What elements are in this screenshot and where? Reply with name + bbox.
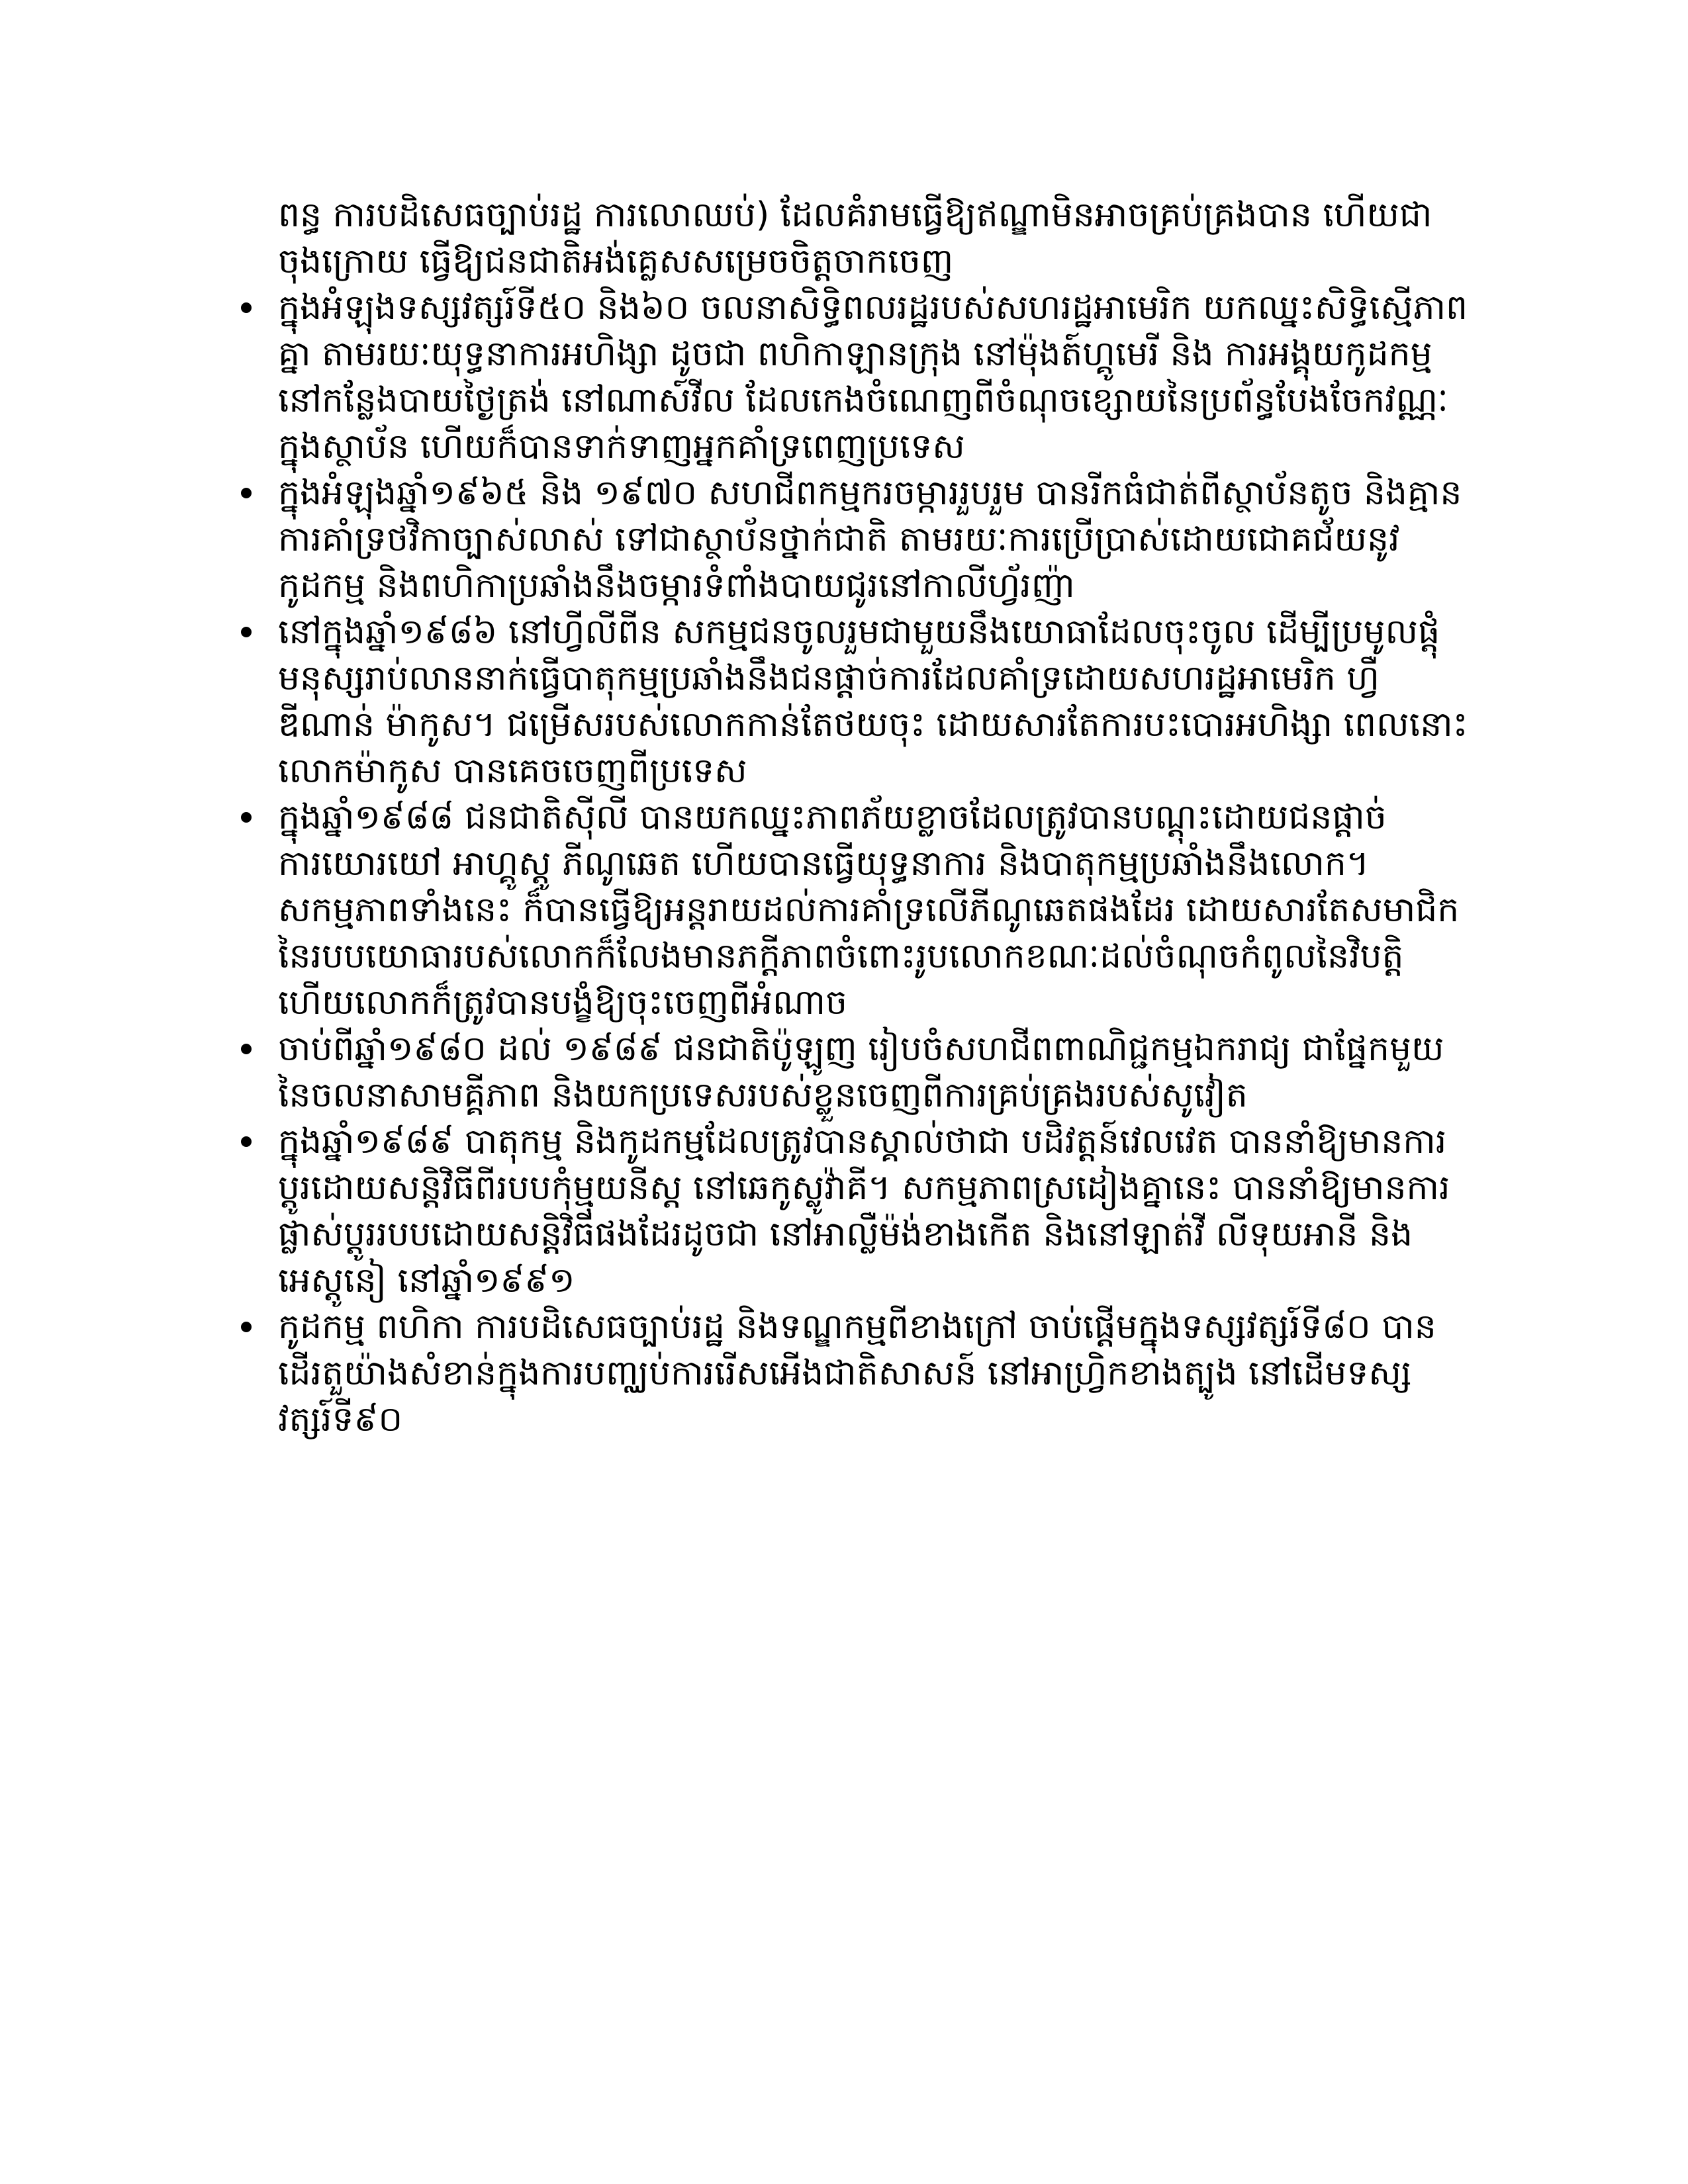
lead-paragraph: ពន្ធ ការបដិសេធច្បាប់រដ្ឋ ការលោឈប់) ដែលគំរាមធ្វើឱ្យឥណ្ឌាមិនអាចគ្រប់គ្រងបាន ហើយជាចុងក្រោយ ធ្វើឱ្យជនជាតិអង់គ្លេសសម្រេចចិត្តចាកចេញ [278,195,1432,281]
list-item-text: កូដកម្ម ពហិកា ការបដិសេធច្បាប់រដ្ឋ និងទណ្ឌកម្មពីខាងក្រៅ ចាប់ផ្តើមក្នុងទស្សវត្សរ៍ទី៨០ បានដើរតួយ៉ាងសំខាន់ក្នុងការបញ្ឈប់ការរើសអើងជាតិសាសន៍ នៅអាហ្វ្រិកខាងត្បូង នៅដើមទស្សវត្សរ៍ទី៩០ [278,1307,1436,1439]
bullet-dot-icon [241,1044,252,1054]
bullet-dot-icon [241,627,252,637]
list-item-text: ក្នុងឆ្នាំ១៩៨៩ បាតុកម្ម និងកូដកម្មដែលត្រូវបានស្គាល់ថាជា បដិវត្តន៍វេលវេត បាននាំឱ្យមានការប្តូរដោយសន្តិវិធីពីរបបកុំម្មុយនីស្ត នៅឆេកូស្លូវ៉ាគី។ សកម្មភាពស្រដៀងគ្នានេះ បាននាំឱ្យមានការផ្លាស់ប្តូររបបដោយសន្តិវិធីផងដែរដូចជា នៅអាល្លឺម៉ង់ខាងកើត និងនៅឡាត់វី លីទុយអានី និងអេស្តូនៀ នៅឆ្នាំ១៩៩១ [278,1122,1450,1300]
list-item [278,609,1470,794]
bullet-dot-icon [241,812,252,823]
list-item [278,1304,1470,1443]
bullet-dot-icon [241,1136,252,1147]
bullet-dot-icon [241,302,252,313]
bullet-list [278,285,1470,1443]
list-item-text: ក្នុងឆ្នាំ១៩៨៨ ជនជាតិស៊ីលី បានយកឈ្នះភាពភ័យខ្លាចដែលត្រូវបានបណ្តុះដោយជនផ្តាច់ការយោរយៅ អាហ្គូស្តូ ភីណូឆេត ហើយបានធ្វើយុទ្ធនាការ និងបាតុកម្មប្រឆាំងនឹងលោក។ សកម្មភាពទាំងនេះ ក៏បានធ្វើឱ្យអន្តរាយដល់ការគាំទ្រលើភីណូឆេតផងដែរ ដោយសារតែសមាជិកនៃរបបយោធារបស់លោកក៏លែងមានភក្តីភាពចំពោះរូបលោកខណៈដល់ចំណុចកំពូលនៃវិបត្តិ ហើយលោកក៏ត្រូវបានបង្ខំឱ្យចុះចេញពីអំណាច [278,797,1460,1023]
list-item-text: ក្នុងអំឡុងទស្សវត្សរ៍ទី៥០ និង៦០ ចលនាសិទ្ធិពលរដ្ឋរបស់សហរដ្ឋអាមេរិក យកឈ្នះសិទ្ធិស្មើភាពគ្នា តាមរយៈយុទ្ធនាការអហិង្សា ដូចជា ពហិកាឡានក្រុង នៅម៉ុងត៍ហ្គូមេរី និង ការអង្គុយកូដកម្មនៅកន្លែងបាយថ្ងៃត្រង់ នៅណាស៍វីល ដែលកេងចំណេញពីចំណុចខ្សោយនៃប្រព័ន្ធបែងចែកវណ្ណៈក្នុងស្ថាប័ន ហើយក៏បានទាក់ទាញអ្នកគាំទ្រពេញប្រទេស [278,288,1468,467]
list-item [278,1026,1470,1118]
list-item [278,285,1470,470]
list-item-text: ចាប់ពីឆ្នាំ១៩៨០ ដល់ ១៩៨៩ ជនជាតិប៉ូឡូញ រៀបចំសហជីពពាណិជ្ជកម្មឯករាជ្យ ជាផ្នែកមួយនៃចលនាសាមគ្គីភាព និងយកប្រទេសរបស់ខ្លួនចេញពីការគ្រប់គ្រងរបស់សូវៀត [278,1029,1444,1115]
bullet-dot-icon [241,1322,252,1332]
list-item [278,470,1470,609]
bullet-dot-icon [241,488,252,498]
list-item-text: នៅក្នុងឆ្នាំ១៩៨៦ នៅហ្វីលីពីន សកម្មជនចូលរួមជាមួយនឹងយោធាដែលចុះចូល ដើម្បីប្រមូលផ្តុំមនុស្សរាប់លាននាក់ធ្វើបាតុកម្មប្រឆាំងនឹងជនផ្តាច់ការដែលគាំទ្រដោយសហរដ្ឋអាមេរិក ហ្វឺឌីណាន់ ម៉ាកូស។ ជម្រើសរបស់លោកកាន់តែថយចុះ ដោយសារតែការបះបោរអហិង្សា ពេលនោះលោកម៉ាកូស បានគេចចេញពីប្រទេស [278,612,1468,791]
list-item [278,794,1470,1026]
list-item [278,1118,1470,1304]
list-item-text: ក្នុងអំឡុងឆ្នាំ១៩៦៥ និង ១៩៧០ សហជីពកម្មករចម្ការរួបរួម បានរីកធំជាត់ពីស្ថាប័នតូច និងគ្មានការគាំទ្រថវិកាច្បាស់លាស់ ទៅជាស្ថាប័នថ្នាក់ជាតិ តាមរយៈការប្រើប្រាស់ដោយជោគជ័យនូវកូដកម្ម និងពហិកាប្រឆាំងនឹងចម្ការទំពាំងបាយជូរនៅកាលីហ្វ័រញ៉ា [278,473,1462,606]
page-content [278,192,1470,1443]
